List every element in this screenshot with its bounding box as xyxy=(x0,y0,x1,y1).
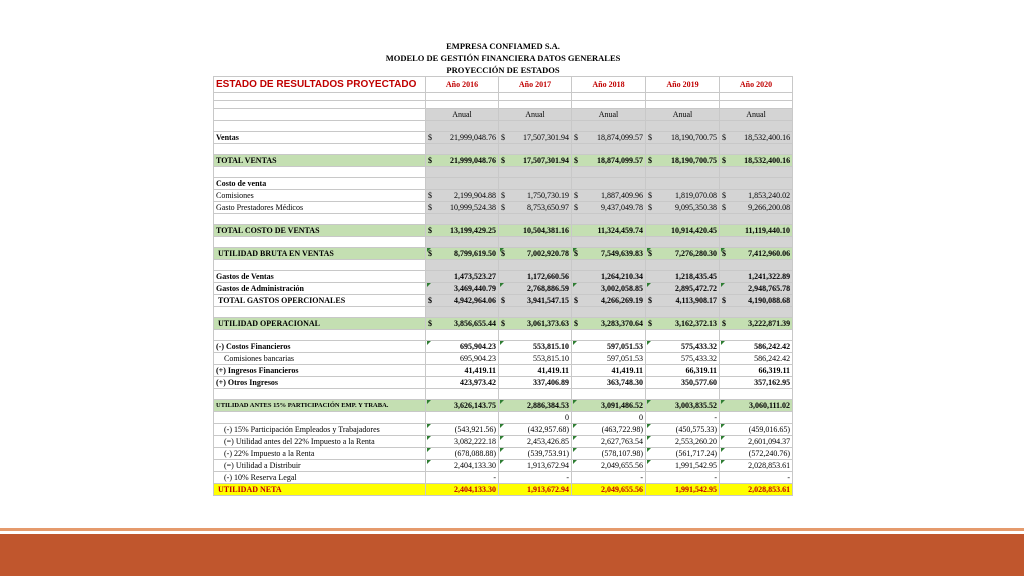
table-cell: 1,473,523.27 xyxy=(426,271,499,283)
table-cell: 597,051.53 xyxy=(572,353,646,365)
period-label: Anual xyxy=(572,109,646,121)
table-cell: 3,626,143.75 xyxy=(426,400,499,412)
table-cell: (=) Utilidad antes del 22% Impuesto a la Renta xyxy=(214,436,426,448)
table-cell xyxy=(214,109,426,121)
year-header: Año 2016 xyxy=(426,77,499,93)
table-cell xyxy=(214,121,426,132)
table-cell: (543,921.56) xyxy=(426,424,499,436)
table-cell: UTILIDAD OPERACIONAL xyxy=(214,318,426,330)
table-cell: 66,319.11 xyxy=(720,365,793,377)
table-cell: $ 18,874,099.57 xyxy=(572,132,646,144)
table-cell xyxy=(646,237,720,248)
table-cell xyxy=(720,214,793,225)
table-cell xyxy=(426,389,499,400)
table-cell xyxy=(646,260,720,271)
table-cell: $ 18,532,400.16 xyxy=(720,155,793,167)
table-cell: 3,469,440.79 xyxy=(426,283,499,295)
table-cell: TOTAL VENTAS xyxy=(214,155,426,167)
table-cell: (-) Costos Financieros xyxy=(214,341,426,353)
table-cell: (539,753.91) xyxy=(499,448,572,460)
table-cell: 337,406.89 xyxy=(499,377,572,389)
table-cell xyxy=(426,178,499,190)
table-cell: $ 3,941,547.15 xyxy=(499,295,572,307)
table-cell: 2,768,886.59 xyxy=(499,283,572,295)
table-cell: $ 7,412,960.06 xyxy=(720,248,793,260)
table-cell: 575,433.32 xyxy=(646,341,720,353)
table-cell: 2,049,655.56 xyxy=(572,460,646,472)
table-cell: $ 4,266,269.19 xyxy=(572,295,646,307)
table-cell xyxy=(214,101,426,109)
table-cell: Gastos de Ventas xyxy=(214,271,426,283)
table-cell xyxy=(720,330,793,341)
table-cell xyxy=(426,260,499,271)
table-cell: 66,319.11 xyxy=(646,365,720,377)
table-cell: 0 xyxy=(499,412,572,424)
table-cell xyxy=(426,412,499,424)
period-label: Anual xyxy=(426,109,499,121)
table-row xyxy=(214,202,793,214)
table-row xyxy=(214,365,793,377)
table-cell: 586,242.42 xyxy=(720,341,793,353)
table-cell: 3,091,486.52 xyxy=(572,400,646,412)
company-name: EMPRESA CONFIAMED S.A. xyxy=(446,41,560,51)
table-cell: $ 3,061,373.63 xyxy=(499,318,572,330)
table-cell: (561,717.24) xyxy=(646,448,720,460)
table-cell xyxy=(646,101,720,109)
table-cell xyxy=(720,237,793,248)
table-cell xyxy=(214,330,426,341)
table-cell xyxy=(572,93,646,101)
table-cell: 695,904.23 xyxy=(426,353,499,365)
table-cell: $ 9,266,200.08 xyxy=(720,202,793,214)
table-cell xyxy=(572,389,646,400)
table-cell: 553,815.10 xyxy=(499,353,572,365)
table-cell: 695,904.23 xyxy=(426,341,499,353)
table-cell: $ 4,942,964.06 xyxy=(426,295,499,307)
table-cell: 10,504,381.16 xyxy=(499,225,572,237)
table-cell: $ 3,283,370.64 xyxy=(572,318,646,330)
table-cell: 11,119,440.10 xyxy=(720,225,793,237)
table-cell: $ 21,999,048.76 xyxy=(426,155,499,167)
table-cell xyxy=(572,144,646,155)
table-cell: 1,913,672.94 xyxy=(499,484,572,496)
year-header: Año 2017 xyxy=(499,77,572,93)
table-cell xyxy=(426,237,499,248)
table-cell: Comisiones bancarias xyxy=(214,353,426,365)
table-cell: (572,240.76) xyxy=(720,448,793,460)
period-label: Anual xyxy=(720,109,793,121)
table-cell xyxy=(426,101,499,109)
table-cell: 2,404,133.30 xyxy=(426,460,499,472)
table-cell: (=) Utilidad a Distribuir xyxy=(214,460,426,472)
table-cell xyxy=(646,93,720,101)
table-cell: Gasto Prestadores Médicos xyxy=(214,202,426,214)
table-cell: (463,722.98) xyxy=(572,424,646,436)
table-cell: $ 17,507,301.94 xyxy=(499,132,572,144)
table-row xyxy=(214,424,793,436)
table-cell xyxy=(426,121,499,132)
table-cell: $ 8,753,650.97 xyxy=(499,202,572,214)
table-row xyxy=(214,460,793,472)
table-cell xyxy=(499,144,572,155)
table-cell: $ 9,095,350.38 xyxy=(646,202,720,214)
table-cell: $ 21,999,048.76 xyxy=(426,132,499,144)
table-cell xyxy=(572,121,646,132)
table-row xyxy=(214,295,793,307)
table-cell: $ 18,190,700.75 xyxy=(646,155,720,167)
table-cell xyxy=(214,389,426,400)
table-cell xyxy=(214,214,426,225)
table-cell: 2,404,133.30 xyxy=(426,484,499,496)
table-cell: 1,913,672.94 xyxy=(499,460,572,472)
table-cell xyxy=(572,214,646,225)
period-label: Anual xyxy=(646,109,720,121)
table-cell xyxy=(572,307,646,318)
table-cell: $ 10,999,524.38 xyxy=(426,202,499,214)
table-cell: UTILIDAD NETA xyxy=(214,484,426,496)
table-cell: $ 7,276,280.30 xyxy=(646,248,720,260)
table-cell xyxy=(214,412,426,424)
table-cell: UTILIDAD BRUTA EN VENTAS xyxy=(214,248,426,260)
table-cell: $ 7,549,639.83 xyxy=(572,248,646,260)
table-cell: 41,419.11 xyxy=(426,365,499,377)
table-cell: 0 xyxy=(572,412,646,424)
table-cell: 1,241,322.89 xyxy=(720,271,793,283)
table-cell: $ 1,819,070.08 xyxy=(646,190,720,202)
table-cell: $ 1,853,240.02 xyxy=(720,190,793,202)
table-cell: $ 3,222,871.39 xyxy=(720,318,793,330)
table-cell: 41,419.11 xyxy=(572,365,646,377)
table-cell: (578,107.98) xyxy=(572,448,646,460)
table-cell: (459,016.65) xyxy=(720,424,793,436)
table-cell xyxy=(572,178,646,190)
table-row xyxy=(214,400,793,412)
table-cell: - xyxy=(499,472,572,484)
table-cell: 2,886,384.53 xyxy=(499,400,572,412)
table-cell: UTILIDAD ANTES 15% PARTICIPACIÓN EMP. Y TRABA. xyxy=(214,400,426,412)
table-cell: Gastos de Administración xyxy=(214,283,426,295)
table-cell: 553,815.10 xyxy=(499,341,572,353)
table-cell xyxy=(499,389,572,400)
table-cell: $ 8,799,619.50 xyxy=(426,248,499,260)
table-cell xyxy=(499,167,572,178)
table-cell: - xyxy=(720,472,793,484)
table-cell xyxy=(214,260,426,271)
table-cell xyxy=(499,121,572,132)
table-cell: (-) 10% Reserva Legal xyxy=(214,472,426,484)
table-row xyxy=(214,448,793,460)
year-header: Año 2019 xyxy=(646,77,720,93)
table-cell: 597,051.53 xyxy=(572,341,646,353)
table-cell: (-) 15% Participación Empleados y Trabajadores xyxy=(214,424,426,436)
table-cell xyxy=(720,307,793,318)
table-cell: 2,453,426.85 xyxy=(499,436,572,448)
table-cell: TOTAL GASTOS OPERCIONALES xyxy=(214,295,426,307)
table-cell: (+) Ingresos Financieros xyxy=(214,365,426,377)
table-row xyxy=(214,484,793,496)
table-cell: 41,419.11 xyxy=(499,365,572,377)
table-cell xyxy=(720,101,793,109)
table-cell: 2,028,853.61 xyxy=(720,460,793,472)
table-row xyxy=(214,225,793,237)
table-cell: $ 17,507,301.94 xyxy=(499,155,572,167)
table-cell: $ 18,532,400.16 xyxy=(720,132,793,144)
table-cell: 575,433.32 xyxy=(646,353,720,365)
table-cell xyxy=(720,389,793,400)
table-row xyxy=(214,271,793,283)
table-cell: (-) 22% Impuesto a la Renta xyxy=(214,448,426,460)
table-cell xyxy=(646,167,720,178)
table-cell: Comisiones xyxy=(214,190,426,202)
table-cell xyxy=(646,307,720,318)
table-cell: $ 4,113,908.17 xyxy=(646,295,720,307)
table-cell xyxy=(214,237,426,248)
table-cell: 2,553,260.20 xyxy=(646,436,720,448)
table-cell xyxy=(426,93,499,101)
table-cell xyxy=(646,121,720,132)
projection-title: PROYECCIÓN DE ESTADOS xyxy=(446,65,560,75)
table-cell: 357,162.95 xyxy=(720,377,793,389)
table-cell: $ 1,750,730.19 xyxy=(499,190,572,202)
table-cell: $ 18,190,700.75 xyxy=(646,132,720,144)
table-row xyxy=(214,377,793,389)
table-cell xyxy=(499,93,572,101)
table-cell xyxy=(720,260,793,271)
table-cell: 1,172,660.56 xyxy=(499,271,572,283)
table-cell: 1,218,435.45 xyxy=(646,271,720,283)
table-cell xyxy=(572,101,646,109)
table-cell xyxy=(214,167,426,178)
model-title: MODELO DE GESTIÓN FINANCIERA DATOS GENERALES xyxy=(385,53,621,63)
table-row xyxy=(214,353,793,365)
table-row xyxy=(214,178,793,190)
table-cell xyxy=(499,307,572,318)
table-cell: Ventas xyxy=(214,132,426,144)
table-cell xyxy=(720,121,793,132)
table-cell xyxy=(572,260,646,271)
table-cell: 2,049,655.56 xyxy=(572,484,646,496)
statement-title: ESTADO DE RESULTADOS PROYECTADO xyxy=(214,77,426,93)
table-cell: 10,914,420.45 xyxy=(646,225,720,237)
table-cell: (432,957.68) xyxy=(499,424,572,436)
footer-bar xyxy=(0,534,1024,576)
table-cell xyxy=(499,237,572,248)
table-cell xyxy=(720,178,793,190)
table-cell xyxy=(720,412,793,424)
table-cell: 3,082,222.18 xyxy=(426,436,499,448)
table-cell: 2,895,472.72 xyxy=(646,283,720,295)
table-cell: (678,088.88) xyxy=(426,448,499,460)
table-row xyxy=(214,412,793,424)
table-cell xyxy=(646,389,720,400)
table-cell: $ 13,199,429.25 xyxy=(426,225,499,237)
table-cell xyxy=(214,93,426,101)
table-cell: 586,242.42 xyxy=(720,353,793,365)
table-cell xyxy=(646,178,720,190)
table-cell: 2,627,763.54 xyxy=(572,436,646,448)
table-cell: (+) Otros Ingresos xyxy=(214,377,426,389)
table-cell: 11,324,459.74 xyxy=(572,225,646,237)
table-cell xyxy=(572,330,646,341)
table-row xyxy=(214,283,793,295)
table-row xyxy=(214,341,793,353)
table-cell: 1,991,542.95 xyxy=(646,460,720,472)
table-cell xyxy=(214,307,426,318)
table-cell: $ 4,190,088.68 xyxy=(720,295,793,307)
table-row xyxy=(214,155,793,167)
table-cell: 2,028,853.61 xyxy=(720,484,793,496)
table-row xyxy=(214,248,793,260)
table-cell: TOTAL COSTO DE VENTAS xyxy=(214,225,426,237)
period-label: Anual xyxy=(499,109,572,121)
table-row xyxy=(214,318,793,330)
table-cell: - xyxy=(426,472,499,484)
table-cell: - xyxy=(572,472,646,484)
table-cell xyxy=(426,330,499,341)
table-row xyxy=(214,132,793,144)
table-cell: 3,060,111.02 xyxy=(720,400,793,412)
table-cell: 423,973.42 xyxy=(426,377,499,389)
table-cell: Costo de venta xyxy=(214,178,426,190)
table-cell xyxy=(720,144,793,155)
table-row xyxy=(214,190,793,202)
table-cell xyxy=(426,167,499,178)
table-cell: 3,002,058.85 xyxy=(572,283,646,295)
table-cell: 1,264,210.34 xyxy=(572,271,646,283)
table-cell: $ 9,437,049.78 xyxy=(572,202,646,214)
table-row xyxy=(214,436,793,448)
table-cell xyxy=(499,214,572,225)
table-cell xyxy=(720,167,793,178)
table-cell xyxy=(214,144,426,155)
table-cell: $ 2,199,904.88 xyxy=(426,190,499,202)
table-cell: 2,948,765.78 xyxy=(720,283,793,295)
table-cell: $ 7,002,920.78 xyxy=(499,248,572,260)
table-cell xyxy=(499,330,572,341)
table-cell xyxy=(499,260,572,271)
table-cell xyxy=(646,330,720,341)
table-cell: $ 18,874,099.57 xyxy=(572,155,646,167)
table-cell: (450,575.33) xyxy=(646,424,720,436)
table-cell: - xyxy=(646,412,720,424)
table-cell: $ 3,162,372.13 xyxy=(646,318,720,330)
table-cell xyxy=(646,214,720,225)
table-cell xyxy=(646,144,720,155)
table-cell: $ 1,887,409.96 xyxy=(572,190,646,202)
table-cell: 2,601,094.37 xyxy=(720,436,793,448)
footer-accent-line xyxy=(0,528,1024,531)
table-cell: 363,748.30 xyxy=(572,377,646,389)
table-cell: 350,577.60 xyxy=(646,377,720,389)
year-header: Año 2018 xyxy=(572,77,646,93)
table-cell: $ 3,856,655.44 xyxy=(426,318,499,330)
table-cell: 1,991,542.95 xyxy=(646,484,720,496)
table-cell: - xyxy=(646,472,720,484)
table-cell xyxy=(720,93,793,101)
year-header: Año 2020 xyxy=(720,77,793,93)
income-statement-table xyxy=(213,40,793,496)
table-cell xyxy=(499,101,572,109)
table-cell xyxy=(426,214,499,225)
table-row xyxy=(214,472,793,484)
table-cell xyxy=(572,237,646,248)
table-cell xyxy=(426,144,499,155)
table-cell: 3,003,835.52 xyxy=(646,400,720,412)
table-cell xyxy=(426,307,499,318)
table-cell xyxy=(499,178,572,190)
table-cell xyxy=(572,167,646,178)
